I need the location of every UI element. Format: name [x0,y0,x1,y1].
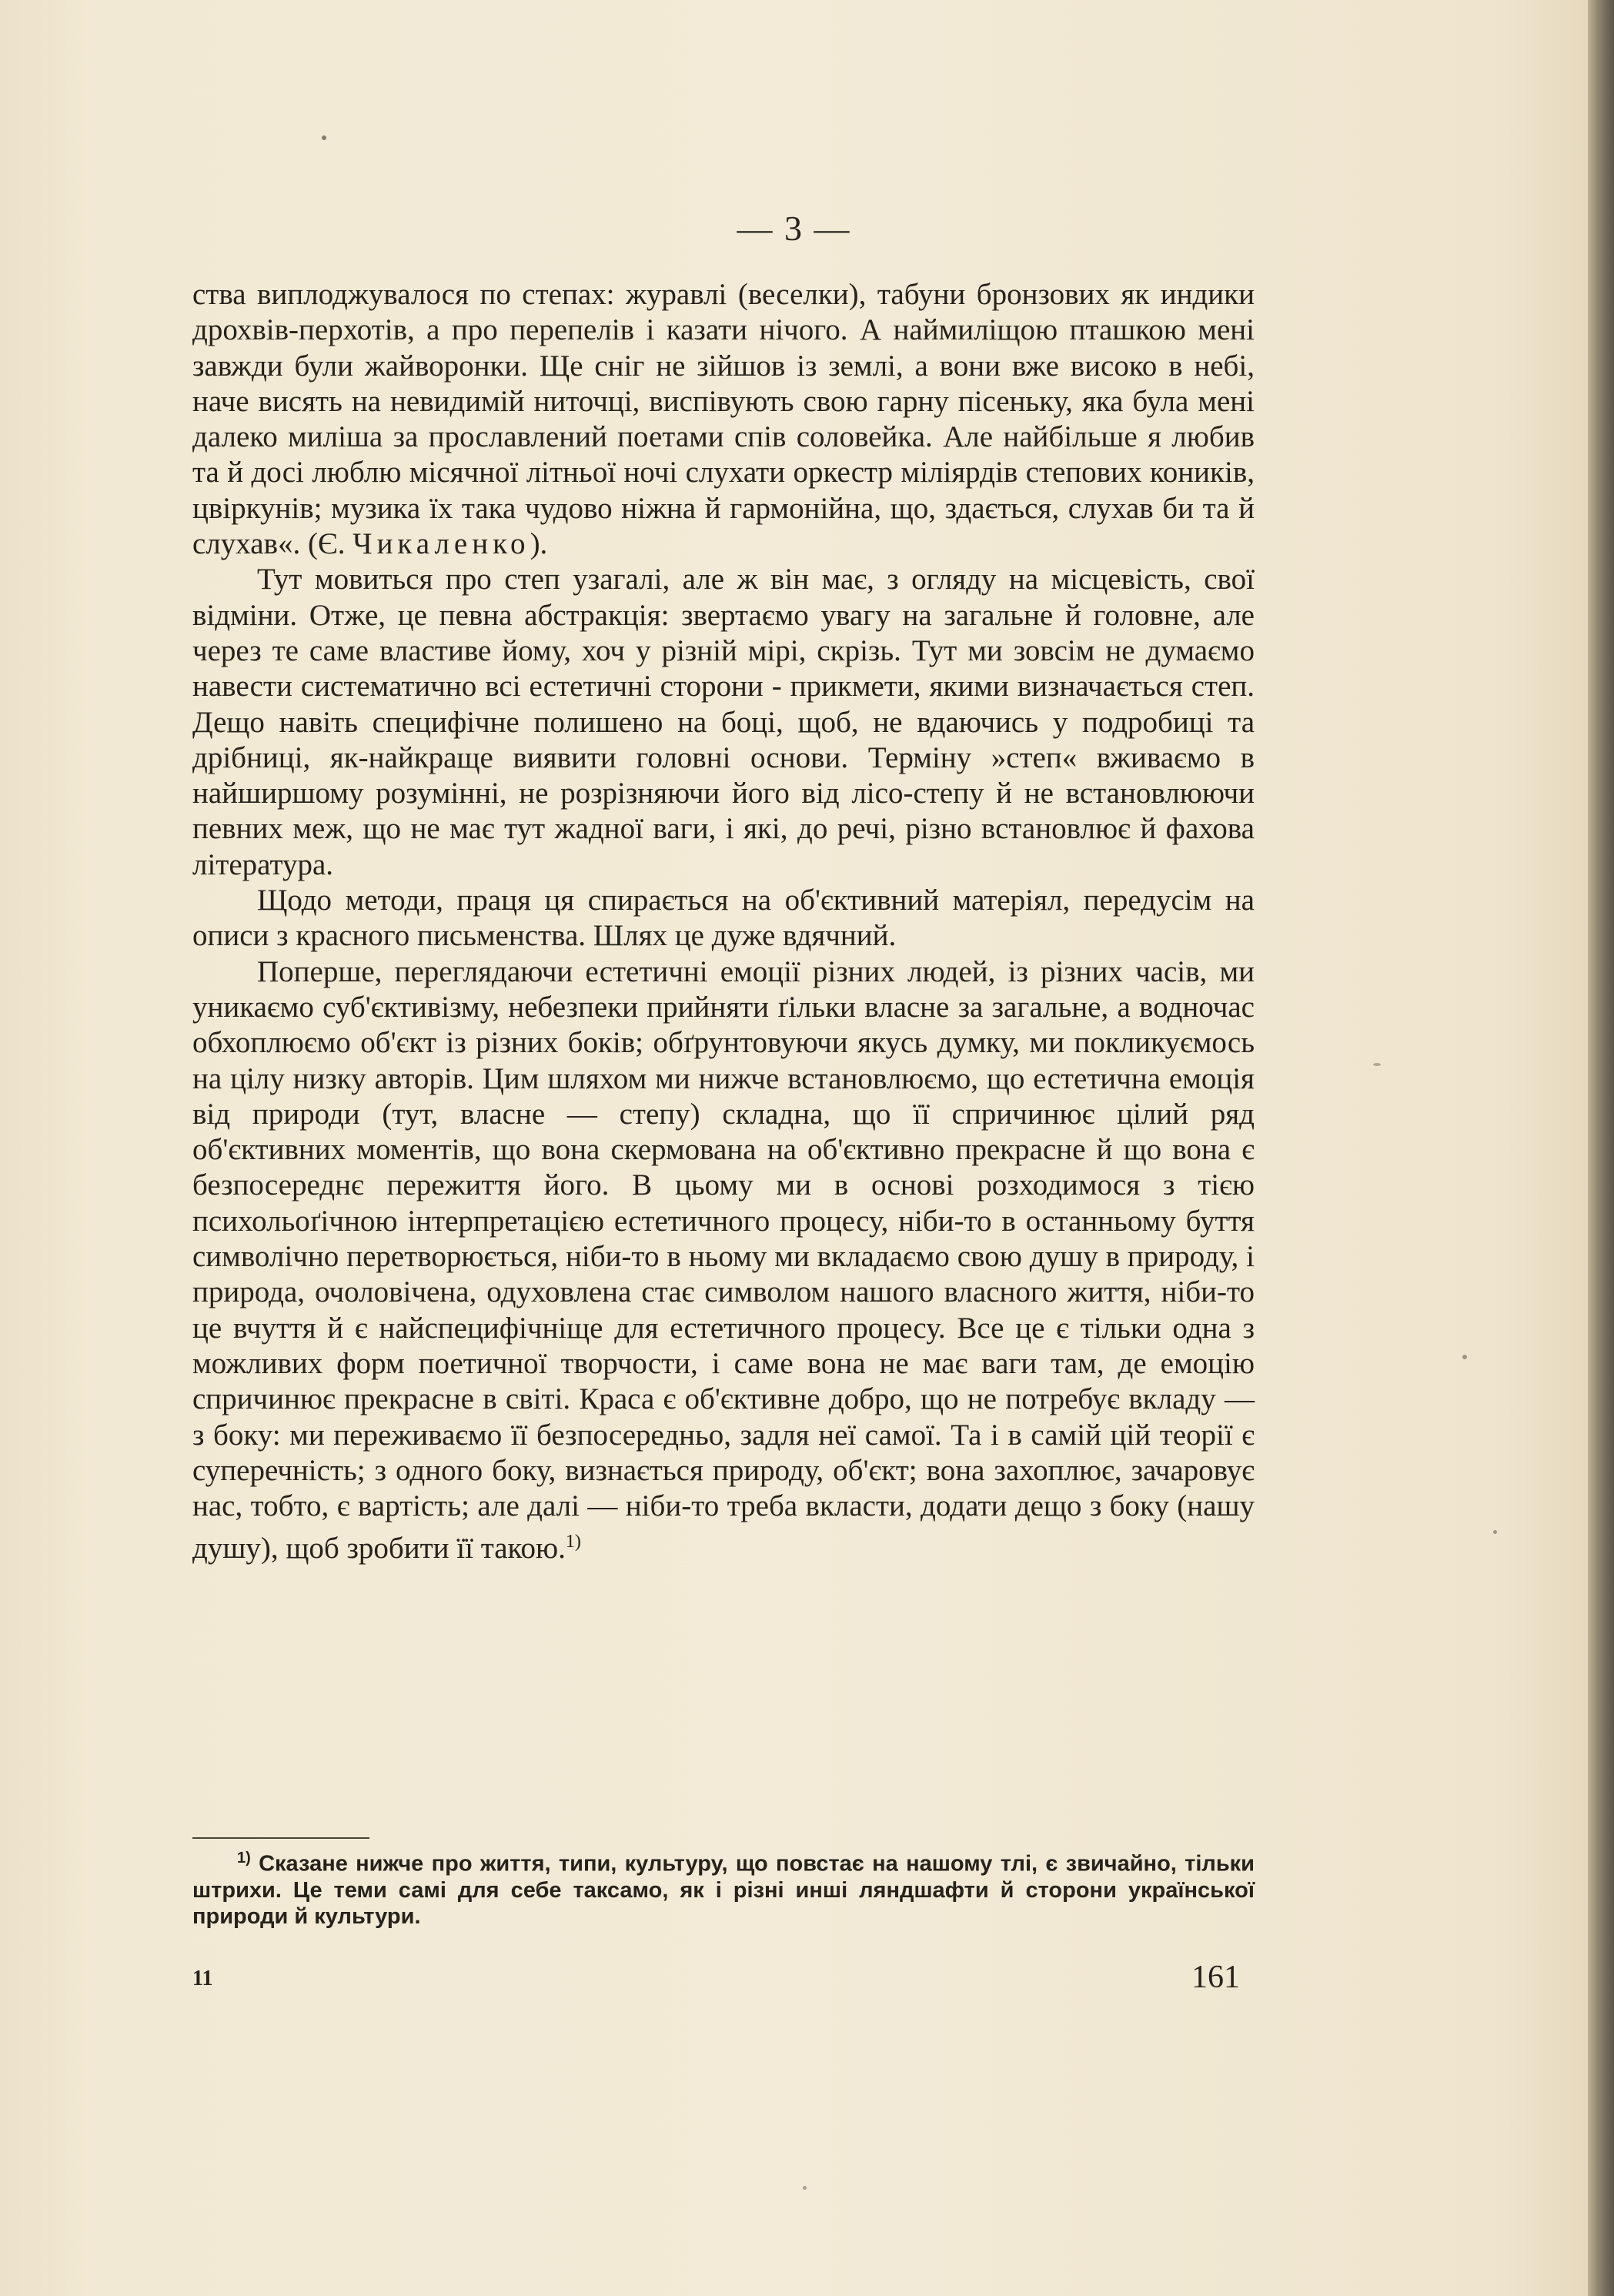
paper-speck [322,135,326,140]
page-edge-shadow [1588,0,1614,2296]
page-number: 161 [1191,1960,1240,1995]
footnote-text: Сказане нижче про життя, типи, культуру, що повстає на нашому тлі, є звичайно, тільки штрихи. Це теми самі для себе таксамо, як і різні инші ляндшафти й сторони української природи й культури. [192,1851,1255,1929]
paper-speck [1462,1355,1467,1359]
paragraph-2: Тут мовиться про степ узагалі, але ж він має, з огляду на місцевість, свої відміни. Отже, це певна абстракція: звертаємо увагу на загальне й головне, але через те саме властиве йому, хоч у різній мірі, скрізь. Тут ми зовсім не думаємо навести систематично всі естетичні сторони - прикмети, якими визначається степ. Дещо навіть специфічне полишено на боці, щоб, не вдаючись у подробиці та дрібниці, як-найкраще виявити головні основи. Терміну »степ« вживаємо в найширшому розумінні, не розрізняючи його від лісо-степу й не встановлюючи певних меж, що не має тут жадної ваги, і які, до речі, різно встановлює й фахова література. [192,563,1255,881]
paragraph-1-tail: ). [530,527,548,561]
footnote-divider [192,1837,369,1839]
footnote [192,1845,1255,1930]
author-name: Чикаленко [353,527,530,561]
paragraph-1-text: ства виплоджувалося по степах: журавлі (веселки), табуни бронзових як индики дрохвів-перхотів, а про перепелів і казати нічого. А наймиліщою пташкою мені завжди були жайворонки. Ще сніг не зійшов із землі, а вони вже високо в небі, наче висять на невидимій ниточці, виспівують свою гарну пісеньку, яка була мені далеко миліша за прославлений поетами спів соловейка. Але найбільше я любив та й досі люблю місячної літньої ночі слухати оркестр міліярдів степових коників, цвіркунів; музика їх така чудово ніжна й гармонійна, що, здається, слухав би та й слухав«. (Є. [192,278,1255,561]
paper-speck [803,2186,807,2190]
paper-speck [1493,1530,1497,1534]
paragraph-3: Щодо методи, праця ця спирається на об'єктивний матеріял, передусім на описи з красного письменства. Шлях це дуже вдячний. [192,884,1255,953]
running-head: — 3 — [737,209,851,248]
paragraph-4-text: Поперше, переглядаючи естетичні емоції різних людей, із різних часів, ми уникаємо суб'єктивізму, небезпеки прийняти ґільки власне за загальне, а водночас обхоплюємо об'єкт із різних боків; обґрунтовуючи якусь думку, ми покликуємось на цілу низку авторів. Цим шляхом ми нижче встановлюємо, що естетична емоція від природи (тут, власне — степу) складна, що її спричинює цілий ряд об'єктивних моментів, що вона скермована на об'єктивно прекрасне й що вона є безпосереднє пережиття його. В цьому ми в основі розходимося з тією психольоґічною інтерпретацією естетичного процесу, ніби-то в останньому буття символічно перетворюється, ніби-то в ньому ми вкладаємо свою душу в природу, і природа, очоловічена, одуховлена стає символом нашого власного життя, ніби-то це вчуття й є найспецифічніще для естетичного процесу. Все це є тільки одна з можливих форм поетичної творчости, і саме вона не має ваги там, де емоцію спричинює прекрасне в світі. Краса є об'єктивне добро, що не потребує вкладу — з боку: ми переживаємо її безпосередньо, задля неї самої. Та і в самій цій теорії є суперечність; з одного боку, визнається природу, об'єкт; вона захоплює, зачаровує нас, тобто, є вартість; але далі — ніби-то треба вкласти, додати дещо з боку (нашу душу), щоб зробити її такою. [192,954,1255,1566]
footnote-reference: 1) [565,1532,581,1552]
paragraph-1 [192,277,1255,562]
paragraph-4 [192,954,1255,1567]
paper-speck [1373,1063,1381,1066]
body-text [192,277,1255,1567]
footnote-marker: 1) [237,1850,251,1867]
signature-mark: 11 [192,1967,213,1990]
